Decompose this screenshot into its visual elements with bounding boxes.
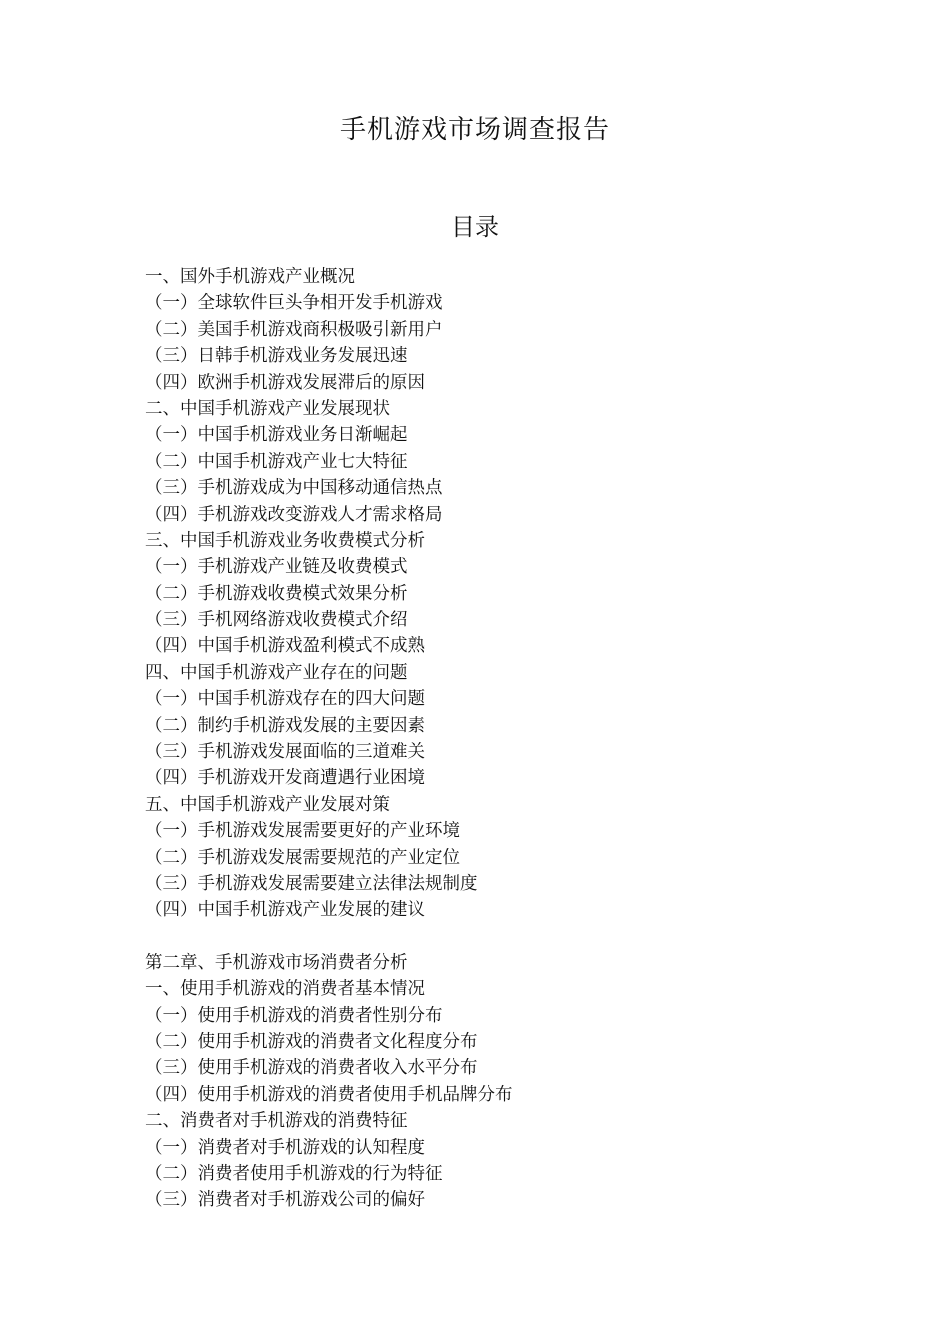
toc-item: （三）日韩手机游戏业务发展迅速 [145, 346, 408, 367]
toc-item: （四）使用手机游戏的消费者使用手机品牌分布 [145, 1084, 513, 1105]
toc-item: 三、中国手机游戏业务收费模式分析 [145, 530, 425, 551]
toc-item: （三）手机网络游戏收费模式介绍 [145, 610, 408, 631]
toc-item: （一）中国手机游戏业务日渐崛起 [145, 425, 408, 446]
toc-item: （一）全球软件巨头争相开发手机游戏 [145, 293, 443, 314]
toc-item: （一）手机游戏产业链及收费模式 [145, 557, 408, 578]
toc-item: （三）手机游戏成为中国移动通信热点 [145, 478, 443, 499]
toc-item: （二）手机游戏收费模式效果分析 [145, 583, 408, 604]
toc-item: （四）中国手机游戏产业发展的建议 [145, 900, 425, 921]
toc-item: （二）消费者使用手机游戏的行为特征 [145, 1163, 443, 1184]
toc-item: （四）中国手机游戏盈利模式不成熟 [145, 636, 425, 657]
table-of-contents [145, 264, 845, 1214]
toc-item: （二）制约手机游戏发展的主要因素 [145, 715, 425, 736]
toc-item: （一）中国手机游戏存在的四大问题 [145, 689, 425, 710]
toc-item: （二）美国手机游戏商积极吸引新用户 [145, 319, 443, 340]
toc-item: 五、中国手机游戏产业发展对策 [145, 794, 390, 815]
toc-item: （一）手机游戏发展需要更好的产业环境 [145, 821, 460, 842]
toc-item: （三）手机游戏发展需要建立法律法规制度 [145, 873, 478, 894]
toc-heading: 目录 [451, 213, 499, 241]
toc-chapter-heading: 第二章、手机游戏市场消费者分析 [145, 952, 408, 973]
toc-item: 一、国外手机游戏产业概况 [145, 267, 355, 287]
document-title: 手机游戏市场调查报告 [339, 115, 610, 145]
toc-item: 一、使用手机游戏的消费者基本情况 [145, 979, 425, 1000]
toc-item: 二、中国手机游戏产业发展现状 [145, 398, 390, 419]
toc-item: （二）手机游戏发展需要规范的产业定位 [145, 847, 460, 868]
toc-item: 四、中国手机游戏产业存在的问题 [145, 662, 408, 683]
toc-item: （一）使用手机游戏的消费者性别分布 [145, 1005, 443, 1026]
toc-item: （四）欧洲手机游戏发展滞后的原因 [145, 372, 425, 393]
toc-item: （一）消费者对手机游戏的认知程度 [145, 1137, 425, 1158]
toc-item: （四）手机游戏开发商遭遇行业困境 [145, 768, 425, 789]
toc-item: （四）手机游戏改变游戏人才需求格局 [145, 504, 443, 525]
toc-item: （三）手机游戏发展面临的三道难关 [145, 742, 425, 763]
toc-item: （三）使用手机游戏的消费者收入水平分布 [145, 1058, 478, 1079]
toc-item: （二）中国手机游戏产业七大特征 [145, 451, 408, 472]
toc-item: （三）消费者对手机游戏公司的偏好 [145, 1190, 425, 1211]
toc-item: （二）使用手机游戏的消费者文化程度分布 [145, 1031, 478, 1052]
toc-item: 二、消费者对手机游戏的消费特征 [145, 1111, 408, 1132]
